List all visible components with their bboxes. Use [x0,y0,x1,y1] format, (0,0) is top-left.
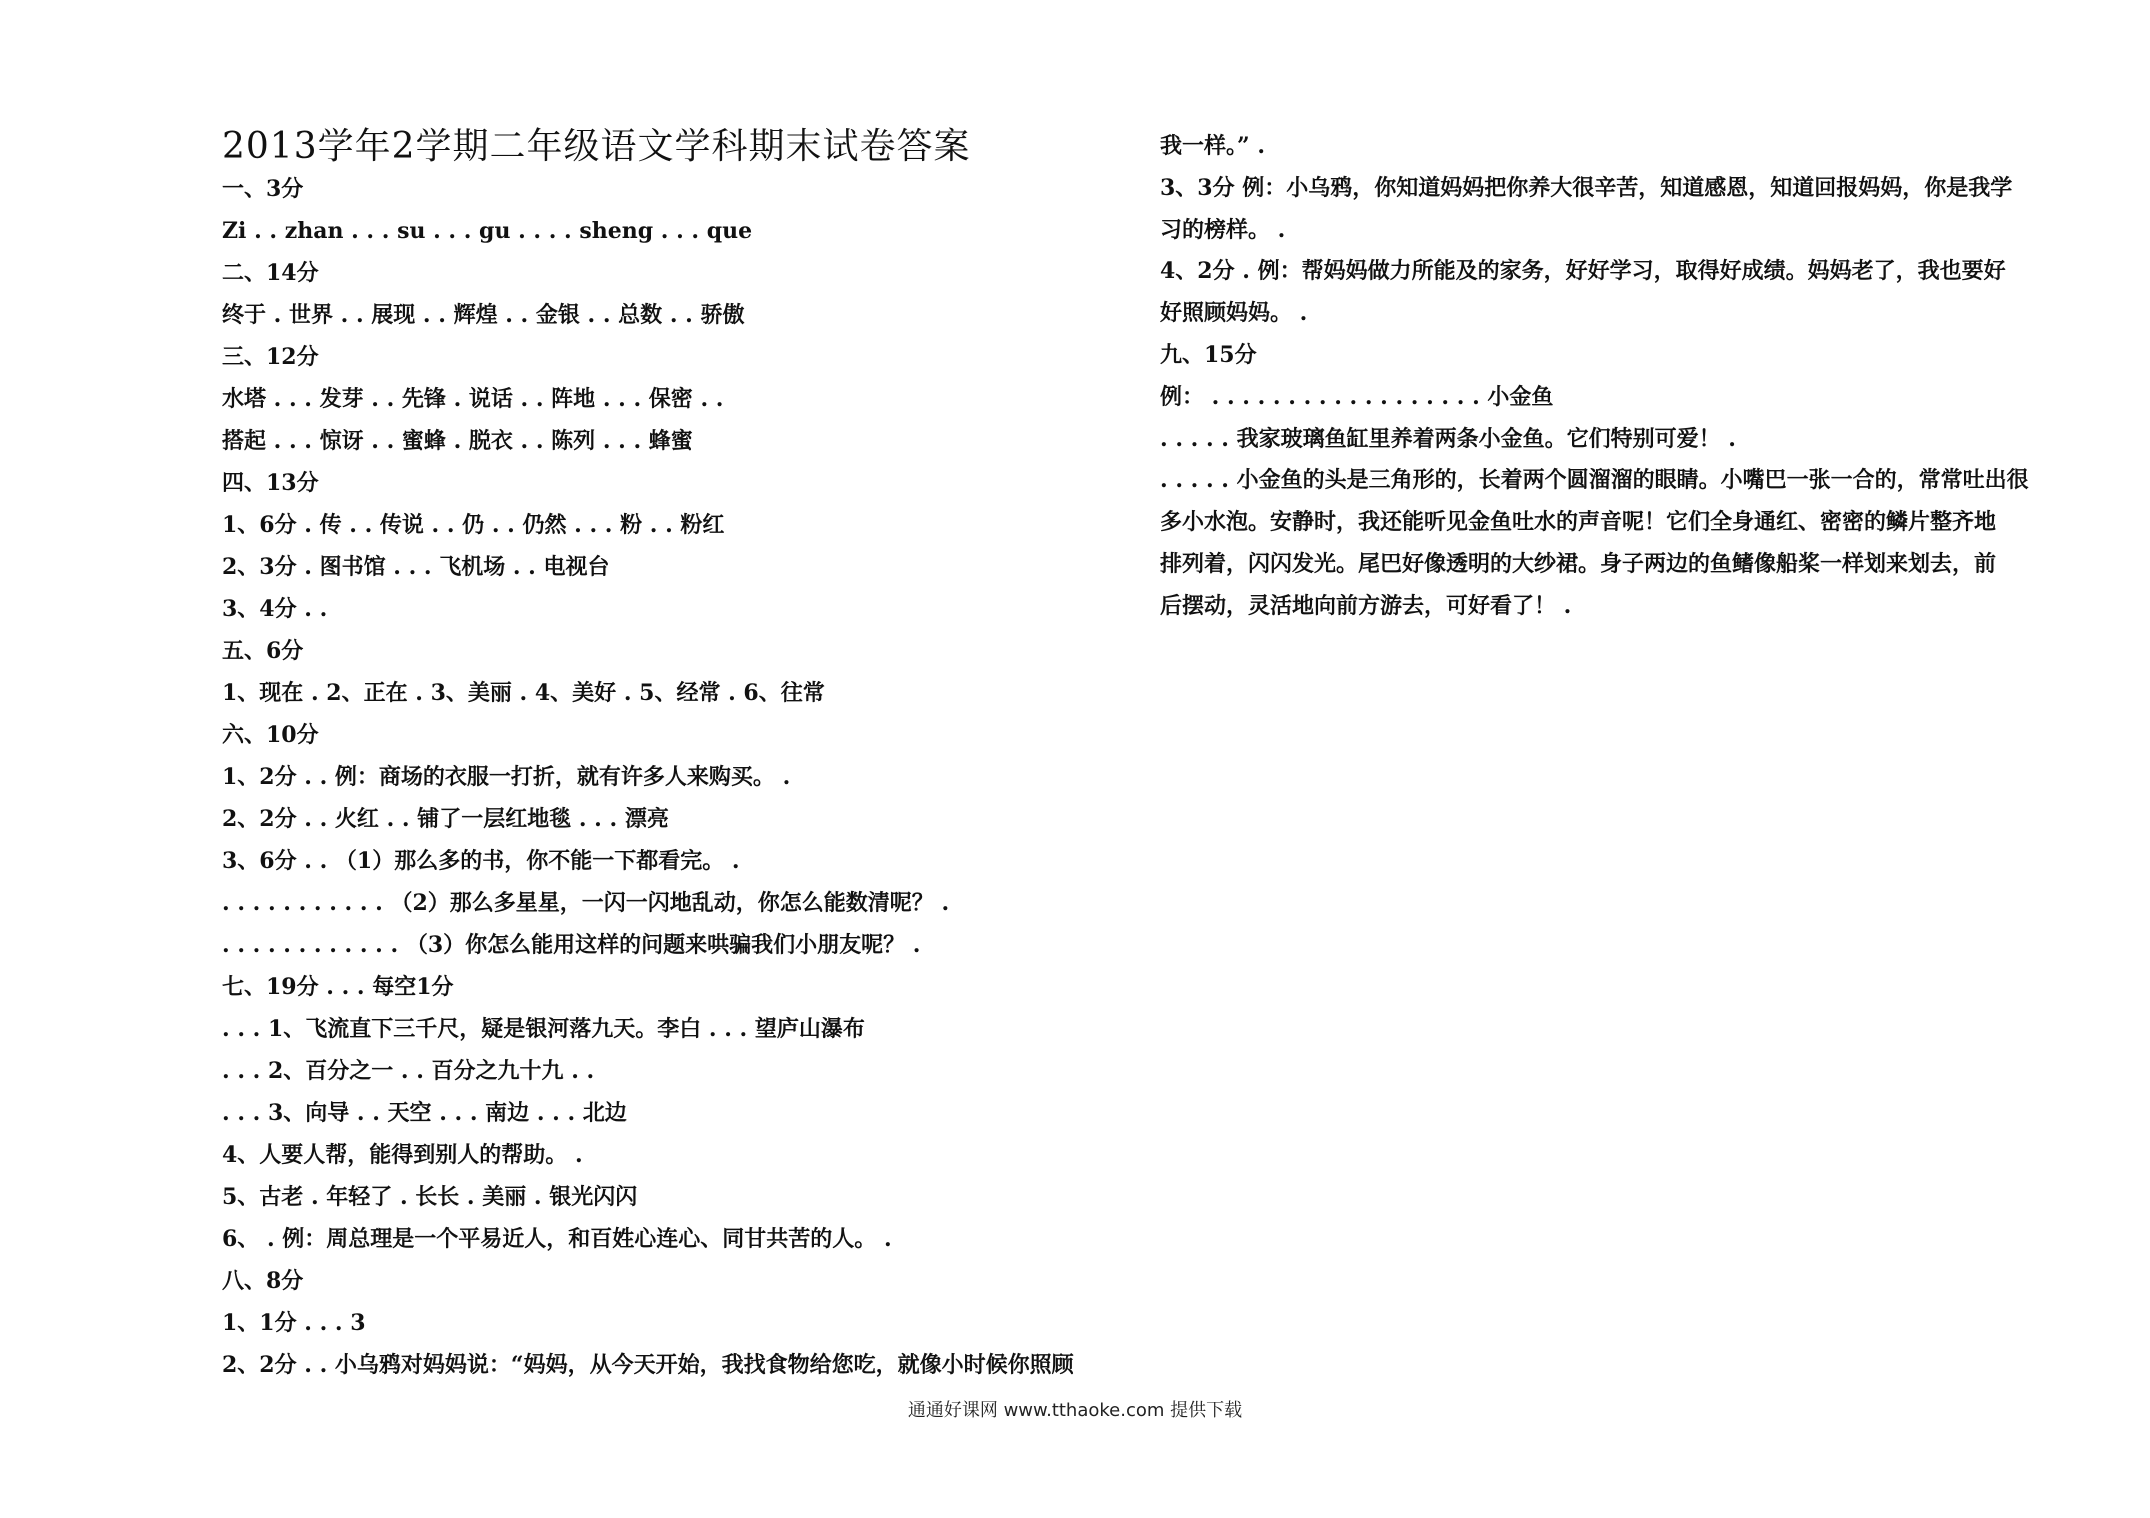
answer-line: . . . 3、向导 . . 天空 . . . 南边 . . . 北边 [222,1100,627,1126]
answer-line: 4、人要人帮，能得到别人的帮助。 . [222,1142,583,1168]
answer-line: . . . . . . . . . . . （2）那么多星星，一闪一闪地乱动，你怎么能数清呢？ . [222,890,950,916]
answer-line: 5、古老 . 年轻了 . 长长 . 美丽 . 银光闪闪 [222,1184,638,1210]
section-heading: 六、10分 [222,722,319,748]
answer-line: 好照顾妈妈。 . [1160,300,1308,327]
section-heading: 八、8分 [222,1268,304,1294]
answer-line: 水塔 . . . 发芽 . . 先锋 . 说话 . . 阵地 . . . 保密 . . [222,386,724,412]
answer-line: . . . . . 小金鱼的头是三角形的，长着两个圆溜溜的眼睛。小嘴巴一张一合的，常常吐出很 [1160,467,2029,494]
answer-line: . . . . . . . . . . . . （3）你怎么能用这样的问题来哄骗我们小朋友呢？ . [222,932,921,958]
answer-line: 终于 . 世界 . . 展现 . . 辉煌 . . 金银 . . 总数 . . 骄傲 [222,302,745,328]
footer-source-text: 通通好课网 www.tthaoke.com 提供下载 [907,1400,1243,1421]
answer-line: 1、6分 . 传 . . 传说 . . 仍 . . 仍然 . . . 粉 . . 粉红 [222,512,725,538]
answer-line: 我一样。” . [1160,133,1265,159]
section-heading: 三、12分 [222,344,319,370]
left-column [222,168,1122,1386]
answer-line: 2、3分 . 图书馆 . . . 飞机场 . . 电视台 [222,554,610,580]
section-heading: 五、6分 [222,638,304,664]
answer-line: . . . 2、百分之一 . . 百分之九十九 . . [222,1058,595,1084]
section-heading: 二、14分 [222,260,319,286]
answer-line: 1、2分 . . 例：商场的衣服一打折，就有许多人来购买。 . [222,764,791,790]
answer-line: 多小水泡。安静时，我还能听见金鱼吐水的声音呢！它们全身通红、密密的鳞片整齐地 [1160,509,1997,536]
answer-line: 搭起 . . . 惊讶 . . 蜜蜂 . 脱衣 . . 陈列 . . . 蜂蜜 [222,428,693,454]
answer-line: 1、1分 . . . 3 [222,1310,366,1336]
answer-line: 后摆动，灵活地向前方游去，可好看了！ . [1160,592,1572,619]
section-heading: 九、15分 [1160,341,1257,368]
answer-line: 2、2分 . . 火红 . . 铺了一层红地毯 . . . 漂亮 [222,806,669,832]
section-heading: 七、19分 . . . 每空1分 [222,974,454,1000]
page-title: 2013学年2学期二年级语文学科期末试卷答案 [222,126,971,167]
section-heading: 四、13分 [222,470,319,496]
answer-line: 1、现在 . 2、正在 . 3、美丽 . 4、美好 . 5、经常 . 6、往常 [222,680,825,706]
answer-line: 习的榜样。 . [1160,216,1286,243]
answer-line: Zi . . zhan . . . su . . . gu . . . . sheng . . . que [222,218,753,244]
right-column [1160,126,2029,628]
answer-line: 3、6分 . . （1）那么多的书，你不能一下都看完。 . [222,848,740,874]
answer-line: 4、2分 . 例：帮妈妈做力所能及的家务，好好学习，取得好成绩。妈妈老了，我也要好 [1160,258,2006,285]
answer-line: 2、2分 . . 小乌鸦对妈妈说：“妈妈，从今天开始，我找食物给您吃，就像小时候你照顾 [222,1352,1074,1378]
answer-line: . . . 1、飞流直下三千尺，疑是银河落九天。李白 . . . 望庐山瀑布 [222,1016,865,1042]
answer-line: 3、3分 例：小乌鸦，你知道妈妈把你养大很辛苦，知道感恩，知道回报妈妈，你是我学 [1160,174,2013,201]
answer-line: 排列着，闪闪发光。尾巴好像透明的大纱裙。身子两边的鱼鳍像船桨一样划来划去，前 [1160,550,1997,577]
answer-line: 例： . . . . . . . . . . . . . . . . . . 小金鱼 [1160,383,1554,410]
section-heading: 一、3分 [222,176,304,202]
answer-line: . . . . . 我家玻璃鱼缸里养着两条小金鱼。它们特别可爱！ . [1160,425,1736,452]
answer-line: 3、4分 . . [222,596,328,622]
answer-line: 6、 . 例：周总理是一个平易近人，和百姓心连心、同甘共苦的人。 . [222,1226,892,1252]
